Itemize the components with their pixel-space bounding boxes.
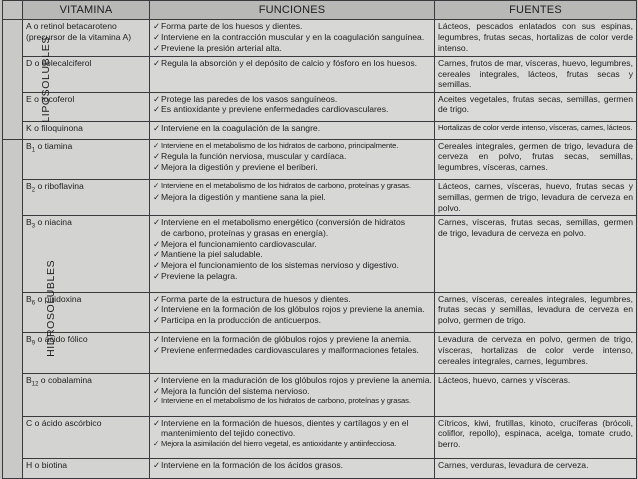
function-item: ✓Interviene en el metabolismo energético (conversión de hidratos <box>153 217 406 228</box>
check-icon: ✓ <box>153 304 161 315</box>
function-item: ✓Forma parte de la estructura de huesos y dientes. <box>153 293 351 304</box>
check-icon: ✓ <box>153 140 160 150</box>
check-icon: ✓ <box>153 344 161 355</box>
functions-cell <box>150 292 435 333</box>
function-item: ✓ Interviene en el metabolismo de los hidratos de carbono, proteínas y grasas. <box>153 181 411 191</box>
vitamin-name: $B_{12}$ o cobalamina <box>26 374 92 388</box>
functions-cell <box>150 122 435 139</box>
sources-cell: Lácteos, carnes, vísceras, huevo, frutas secas y semillas, germen de trigo, levadura de cerveza en polvo. <box>435 180 637 216</box>
function-item: ✓Participa en la producción de anticuerpos. <box>153 314 322 325</box>
check-icon: ✓ <box>153 93 161 104</box>
function-item: ✓Mejora la digestión y mantiene sana la piel. <box>153 192 326 203</box>
table-row <box>3 292 637 333</box>
sources-cell: Carnes, vísceras, frutas secas, semillas, germen de trigo, levadura de cerveza en polvo. <box>435 216 637 292</box>
function-item: ✓Mejora el funcionamiento de los sistemas nervioso y digestivo. <box>153 259 399 270</box>
table-row <box>3 139 637 180</box>
vitamin-cell <box>23 292 150 333</box>
function-item: ✓ Interviene en el metabolismo de los hidratos de carbono, proteínas y grasas. <box>153 396 411 406</box>
check-icon: ✓ <box>153 217 161 228</box>
function-item: ✓Interviene en la coagulación de la sangre. <box>153 123 321 134</box>
sources-cell: Cítricos, kiwi, frutillas, kinoto, crucíferas (brócoli, coliflor, repollo), espinaca, acelga, tomate crudo, berro. <box>435 416 637 458</box>
header-sources: FUENTES <box>435 1 637 20</box>
table-row <box>3 180 637 216</box>
function-item: ✓Interviene en la formación de huesos, dientes y cartílagos y en el <box>153 417 409 428</box>
header-corner <box>3 1 23 20</box>
vitamin-cell <box>23 122 150 139</box>
table-row <box>3 122 637 139</box>
function-item-continued: de carbono, proteínas y grasas en energía). <box>161 227 329 238</box>
check-icon: ✓ <box>153 58 161 69</box>
function-item-continued: mantenimiento del tejido conectivo. <box>161 428 296 439</box>
table-row <box>3 92 637 122</box>
function-item: ✓Es antioxidante y previene enfermedades cardiovasculares. <box>153 104 389 115</box>
vitamin-name: H o biotina <box>26 459 68 470</box>
function-item: ✓Interviene en la formación de los ácidos grasos. <box>153 459 344 470</box>
table-row <box>3 458 637 478</box>
vitamin-cell <box>23 139 150 180</box>
function-item: ✓Regula la función nerviosa, muscular y cardíaca. <box>153 151 347 162</box>
group-label: LIPOSOLUBLES <box>39 36 52 123</box>
function-item: ✓Mejora la función del sistema nervioso. <box>153 385 310 396</box>
function-item: ✓ Interviene en el metabolismo de los hidratos de carbono, principalmente. <box>153 140 399 150</box>
functions-cell <box>150 216 435 292</box>
check-icon: ✓ <box>153 259 161 270</box>
table-row <box>3 216 637 292</box>
sources-cell: Hortalizas de color verde intenso, vísceras, carnes, lácteos. <box>435 122 637 139</box>
function-item: ✓Mantiene la piel saludable. <box>153 249 263 260</box>
sources-cell: Lácteos, pescados enlatados con sus espinas, legumbres, frutas secas, hortalizas de color verde intenso. <box>435 20 637 57</box>
check-icon: ✓ <box>153 181 160 191</box>
vitamin-name: $B_2$ o riboflavina <box>26 181 84 195</box>
check-icon: ✓ <box>153 192 161 203</box>
table-row <box>3 373 637 416</box>
header-vitamin: VITAMINA <box>23 1 150 20</box>
check-icon: ✓ <box>153 32 161 43</box>
function-item: ✓Mejora la digestión y previene el beriberi. <box>153 162 318 173</box>
table-row <box>3 20 637 57</box>
check-icon: ✓ <box>153 42 161 53</box>
function-item: ✓Regula la absorción y el depósito de calcio y fósforo en los huesos. <box>153 58 418 69</box>
header-row <box>3 1 637 20</box>
function-item: ✓Protege las paredes de los vasos sanguíneos. <box>153 93 338 104</box>
check-icon: ✓ <box>153 270 161 281</box>
function-item: ✓Mejora el funcionamiento cardiovascular. <box>153 238 317 249</box>
function-item: ✓Interviene en la formación de los glóbulos rojos y previene la anemia. <box>153 304 425 315</box>
table-row <box>3 333 637 374</box>
functions-cell <box>150 139 435 180</box>
check-icon: ✓ <box>153 123 161 134</box>
vitamin-cell <box>23 416 150 458</box>
vitamin-name: C o ácido ascórbico <box>26 417 102 428</box>
sources-cell: Carnes, vísceras, cereales integrales, legumbres, frutas secas y semillas, levadura de cerveza en polvo, germen de trigo. <box>435 292 637 333</box>
check-icon: ✓ <box>153 385 161 396</box>
vitamin-cell <box>23 458 150 478</box>
sources-cell: Carnes, verduras, levadura de cerveza. <box>435 458 637 478</box>
vitamin-cell <box>23 216 150 292</box>
vitamin-name: K o filoquinona <box>26 123 83 134</box>
sources-cell: Lácteos, huevo, carnes y vísceras. <box>435 373 637 416</box>
vitamin-name: $B_6$ o piridoxina <box>26 293 82 307</box>
functions-cell <box>150 92 435 122</box>
table-row <box>3 416 637 458</box>
function-item: ✓Interviene en la contracción muscular y en la coagulación sanguínea. <box>153 32 425 43</box>
check-icon: ✓ <box>153 151 161 162</box>
vitamin-name: $B_3$ o niacina <box>26 217 72 230</box>
check-icon: ✓ <box>153 314 161 325</box>
check-icon: ✓ <box>153 459 161 470</box>
group-label: HIDROSOLUBLES <box>45 260 58 358</box>
function-item: ✓Interviene en la maduración de los glóbulos rojos y previene la anemia. <box>153 374 432 385</box>
sources-cell: Aceites vegetales, frutas secas, semillas, germen de trigo. <box>435 92 637 122</box>
check-icon: ✓ <box>153 374 161 385</box>
sources-cell: Levadura de cerveza en polvo, germen de trigo, vísceras, hortalizas de color verde intenso, cereales integrales, carnes, legumbres. <box>435 333 637 374</box>
functions-cell <box>150 333 435 374</box>
functions-cell <box>150 373 435 416</box>
vitamin-cell <box>23 373 150 416</box>
functions-cell <box>150 416 435 458</box>
check-icon: ✓ <box>153 417 161 428</box>
function-item: ✓Forma parte de los huesos y dientes. <box>153 21 303 32</box>
vitamin-name: E o tocoferol <box>26 93 75 104</box>
check-icon: ✓ <box>153 249 161 260</box>
vitamin-name: D o colecalciferol <box>26 58 92 69</box>
table-row <box>3 57 637 93</box>
vitamin-cell <box>23 180 150 216</box>
check-icon: ✓ <box>153 439 160 449</box>
vitamins-table <box>2 0 637 479</box>
check-icon: ✓ <box>153 334 161 345</box>
vitamin-name: $B_9$ o ácido fólico <box>26 334 88 347</box>
header-functions: FUNCIONES <box>150 1 435 20</box>
function-item: ✓Previene la presión arterial alta. <box>153 42 282 53</box>
check-icon: ✓ <box>153 396 160 406</box>
check-icon: ✓ <box>153 104 161 115</box>
check-icon: ✓ <box>153 21 161 32</box>
function-item: ✓ Mejora la asimilación del hierro vegetal, es antioxidante y antiinfecciosa. <box>153 439 397 449</box>
sources-cell: Cereales integrales, germen de trigo, levadura de cerveza en polvo, frutas secas, semillas, legumbres, vísceras, carnes. <box>435 139 637 180</box>
check-icon: ✓ <box>153 162 161 173</box>
check-icon: ✓ <box>153 293 161 304</box>
vitamin-cell <box>23 333 150 374</box>
function-item: ✓Interviene en la formación de glóbulos rojos y previene la anemia. <box>153 334 412 345</box>
vitamin-name: $B_1$ o tiamina <box>26 140 73 154</box>
functions-cell <box>150 57 435 93</box>
functions-cell <box>150 20 435 57</box>
vitamin-note: (precursor de la vitamina A) <box>26 32 132 43</box>
functions-cell <box>150 180 435 216</box>
sources-cell: Carnes, frutos de mar, vísceras, huevo, legumbres, cereales integrales, lácteos, frutas secas y semillas. <box>435 57 637 93</box>
function-item: ✓Previene la pelagra. <box>153 270 238 281</box>
functions-cell <box>150 458 435 478</box>
function-item: ✓Previene enfermedades cardiovasculares y malformaciones fetales. <box>153 344 419 355</box>
vitamin-name: A o retinol betacaroteno <box>26 21 117 32</box>
check-icon: ✓ <box>153 238 161 249</box>
